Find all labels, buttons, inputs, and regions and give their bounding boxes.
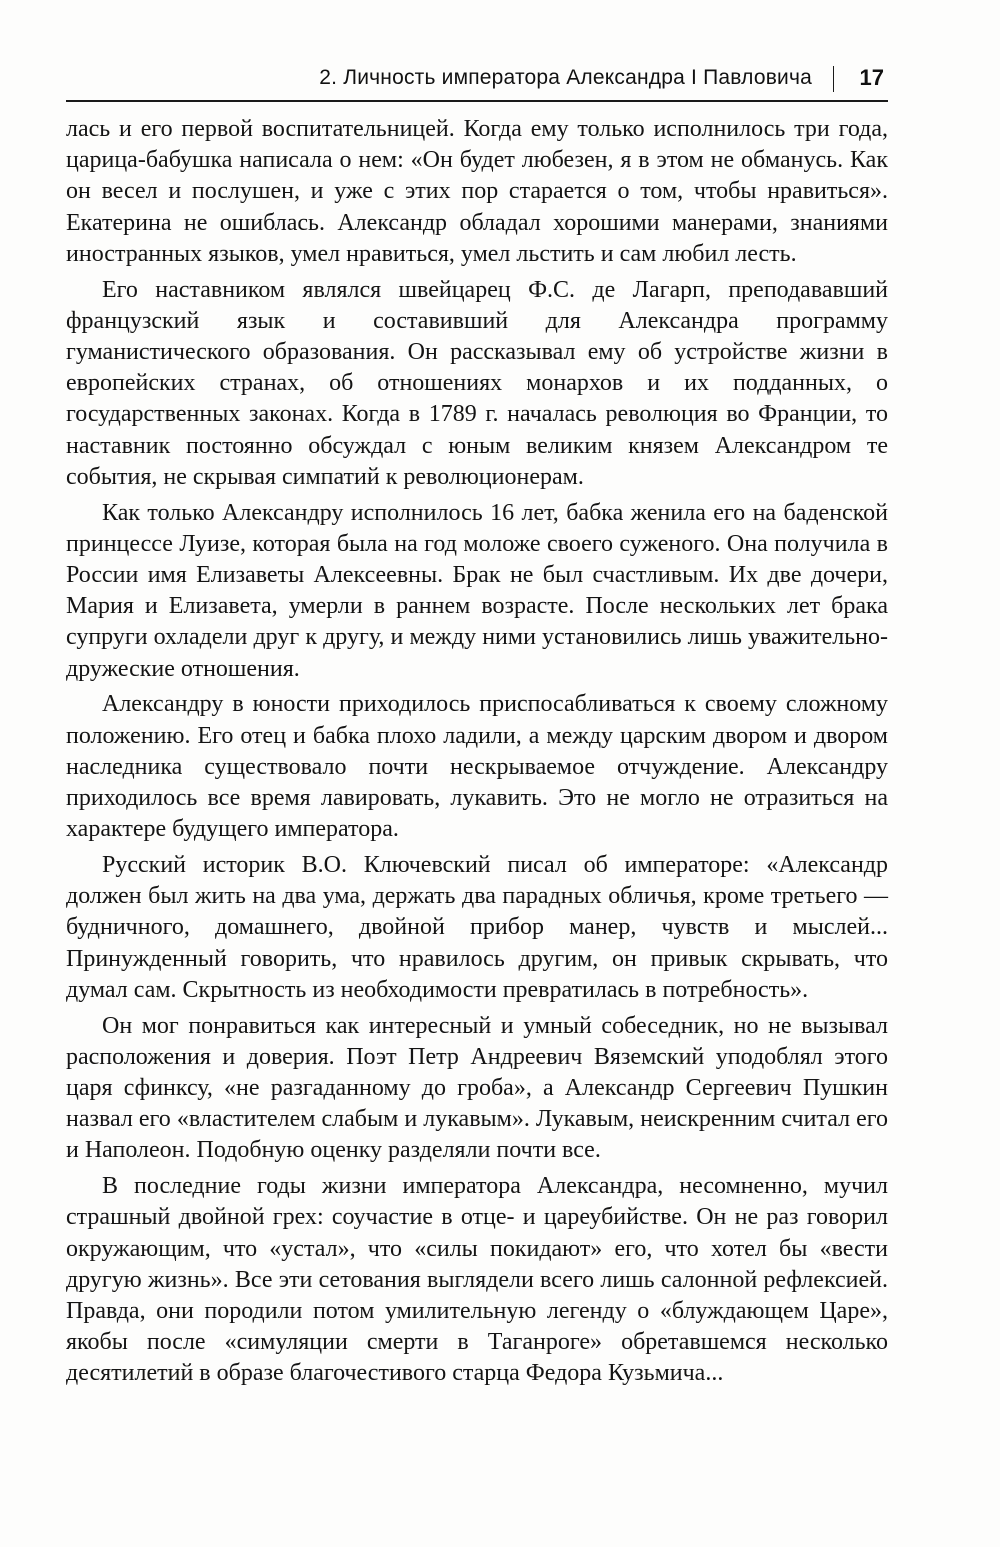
chapter-title: 2. Личность императора Александра I Павловича — [319, 66, 812, 89]
running-header — [66, 60, 888, 102]
paragraph: В последние годы жизни императора Александра, несомненно, мучил страшный двойной грех: соучастие в отце- и цареубийстве. Он не раз говорил окружающим, что «устал», что «силы покидают» его, что хотел бы «вести другую жизнь». Все эти сетования выглядели всего лишь салонной рефлексией. Правда, они породили потом умилительную легенду о «блуждающем Царе», якобы после «симуляции смерти в Таганроге» обретавшемся несколько десятилетий в образе благочестивого старца Федора Кузьмича... — [66, 1173, 888, 1387]
paragraph: Он мог понравиться как интересный и умный собеседник, но не вызывал расположения и доверия. Поэт Петр Андреевич Вяземский уподоблял этого царя сфинксу, «не разгаданному до гроба», а Александр Сергеевич Пушкин назвал его «властителем слабым и лукавым». Лукавым, неискренним считал его и Наполеон. Подобную оценку разделяли почти все. — [66, 1012, 888, 1164]
body-text — [66, 114, 888, 1394]
paragraph: Его наставником являлся швейцарец Ф.С. де Лагарп, преподававший французский язык и составивший для Александра программу гуманистического образования. Он рассказывал ему об устройстве жизни в европейских странах, об отношениях монархов и их подданных, о государственных законах. Когда в 1789 г. началась революция во Франции, то наставник постоянно обсуждал с юным великим князем Александром те события, не скрывая симпатий к революционерам. — [66, 276, 888, 490]
paragraph: Александру в юности приходилось приспосабливаться к своему сложному положению. Его отец и бабка плохо ладили, а между царским двором и двором наследника существовало почти нескрываемое отчуждение. Александру приходилось все время лавировать, лукавить. Это не могло не отразиться на характере будущего императора. — [66, 691, 888, 843]
page-number: 17 — [859, 65, 884, 90]
paragraph: Русский историк В.О. Ключевский писал об императоре: «Александр должен был жить на два ума, держать два парадных обличья, кроме третьего — будничного, домашнего, двойной прибор манер, чувств и мыслей... Принужденный говорить, что нравилось другим, он привык скрывать, что думал сам. Скрытность из необходимости превратилась в потребность». — [66, 852, 888, 1003]
header-separator — [833, 66, 835, 92]
paragraph: Как только Александру исполнилось 16 лет, бабка женила его на баденской принцессе Луизе, которая была на год моложе своего суженого. Она получила в России имя Елизаветы Алексеевны. Брак не был счастливым. Их две дочери, Мария и Елизавета, умерли в раннем возрасте. После нескольких лет брака супруги охладели друг к другу, и между ними установились лишь уважительно-дружеские отношения. — [66, 499, 888, 682]
paragraph: лась и его первой воспитательницей. Когда ему только исполнилось три года, царица-бабушка написала о нем: «Он будет любезен, я в этом не обманусь. Как он весел и послушен, и уже с этих пор старается о том, чтобы нравиться». Екатерина не ошиблась. Александр обладал хорошими манерами, знаниями иностранных языков, умел нравиться, умел льстить и сам любил лесть. — [66, 116, 888, 267]
